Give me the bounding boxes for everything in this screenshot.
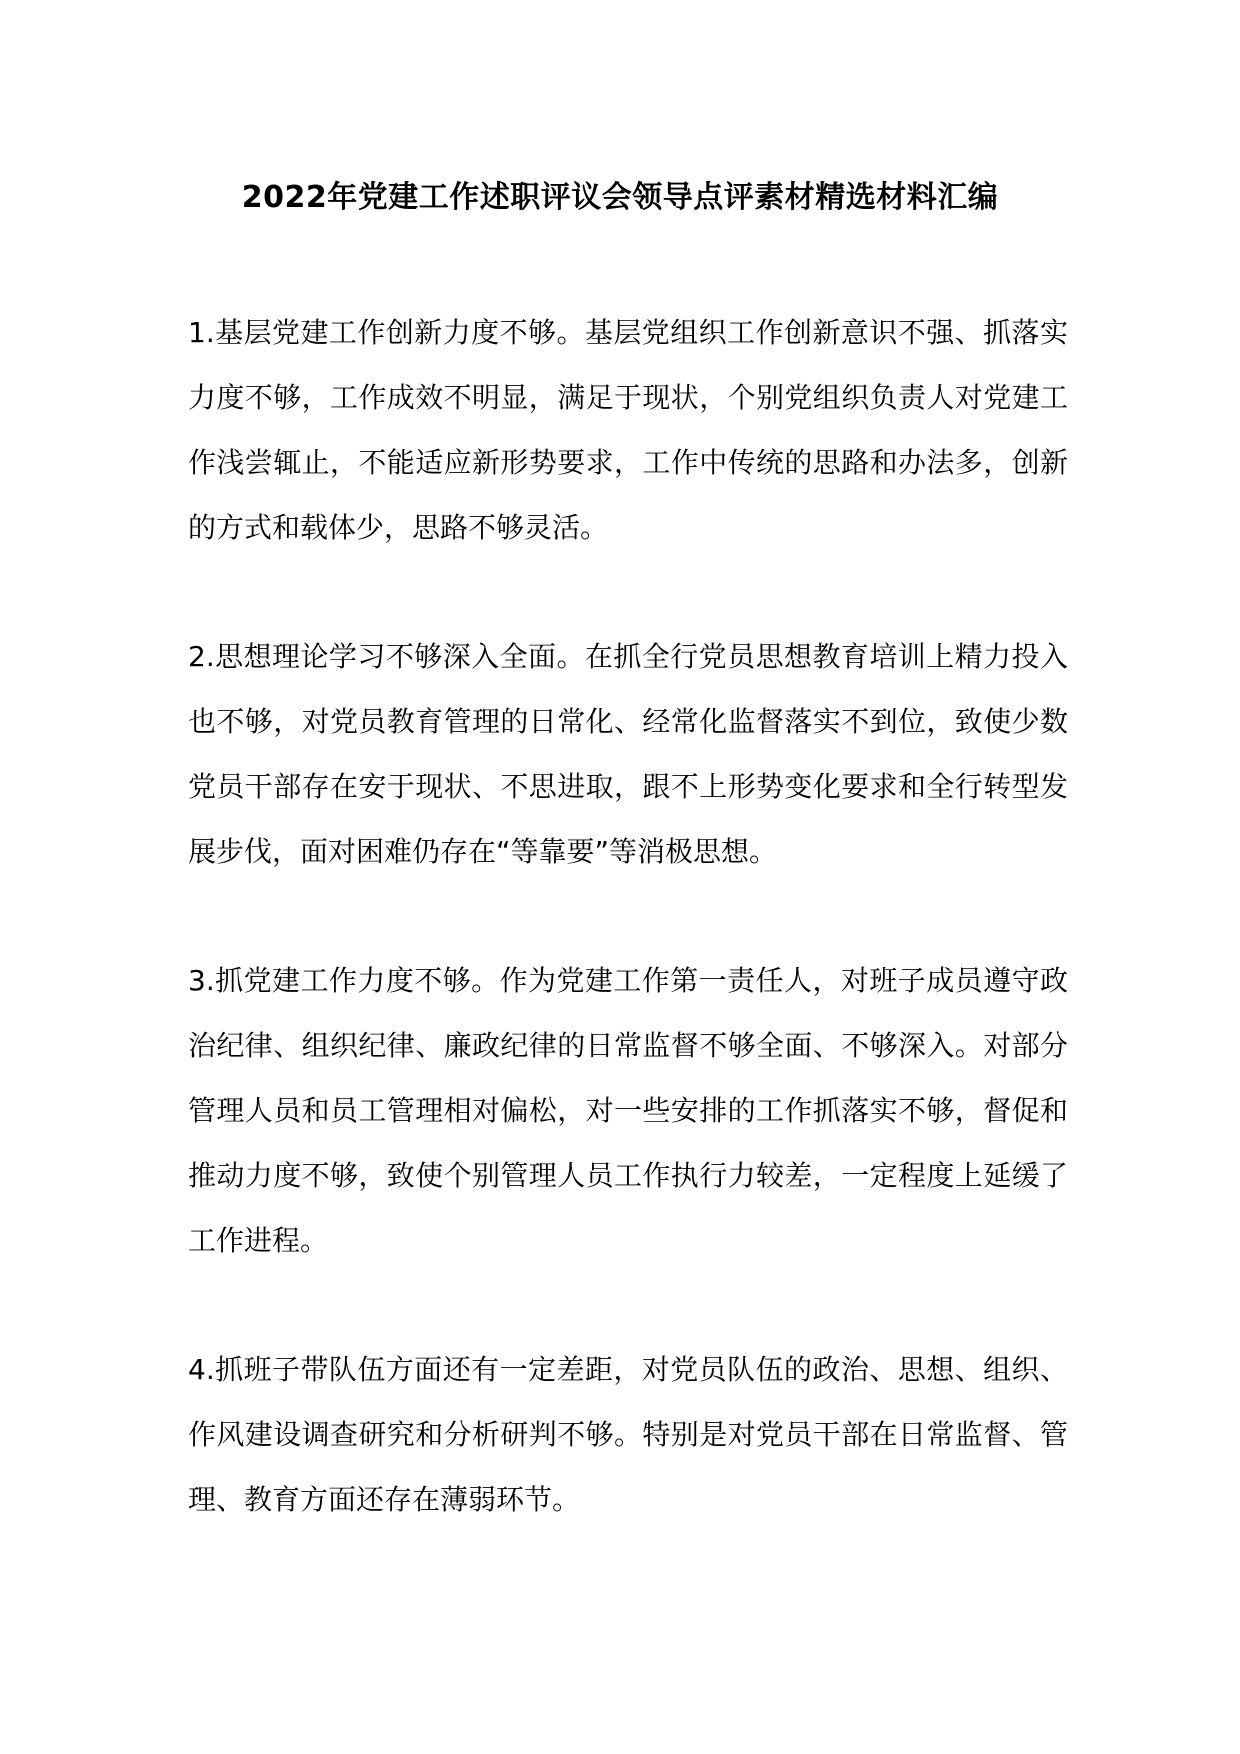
document-body [188, 300, 1068, 1596]
paragraph-4: 4.抓班子带队伍方面还有一定差距，对党员队伍的政治、思想、组织、作风建设调查研究和分析研判不够。特别是对党员干部在日常监督、管理、教育方面还存在薄弱环节。 [188, 1353, 1068, 1516]
paragraph-3: 3.抓党建工作力度不够。作为党建工作第一责任人，对班子成员遵守政治纪律、组织纪律、廉政纪律的日常监督不够全面、不够深入。对部分管理人员和员工管理相对偏松，对一些安排的工作抓落实不够，督促和推动力度不够，致使个别管理人员工作执行力较差，一定程度上延缓了工作进程。 [188, 964, 1068, 1257]
paragraph-2: 2.思想理论学习不够深入全面。在抓全行党员思想教育培训上精力投入也不够，对党员教育管理的日常化、经常化监督落实不到位，致使少数党员干部存在安于现状、不思进取，跟不上形势变化要求和全行转型发展步伐，面对困难仍存在“等靠要”等消极思想。 [188, 640, 1068, 868]
document-title: 2022年党建工作述职评议会领导点评素材精选材料汇编 [241, 180, 999, 215]
paragraph-1: 1.基层党建工作创新力度不够。基层党组织工作创新意识不强、抓落实力度不够，工作成效不明显，满足于现状，个别党组织负责人对党建工作浅尝辄止，不能适应新形势要求，工作中传统的思路和办法多，创新的方式和载体少，思路不够灵活。 [188, 316, 1068, 544]
